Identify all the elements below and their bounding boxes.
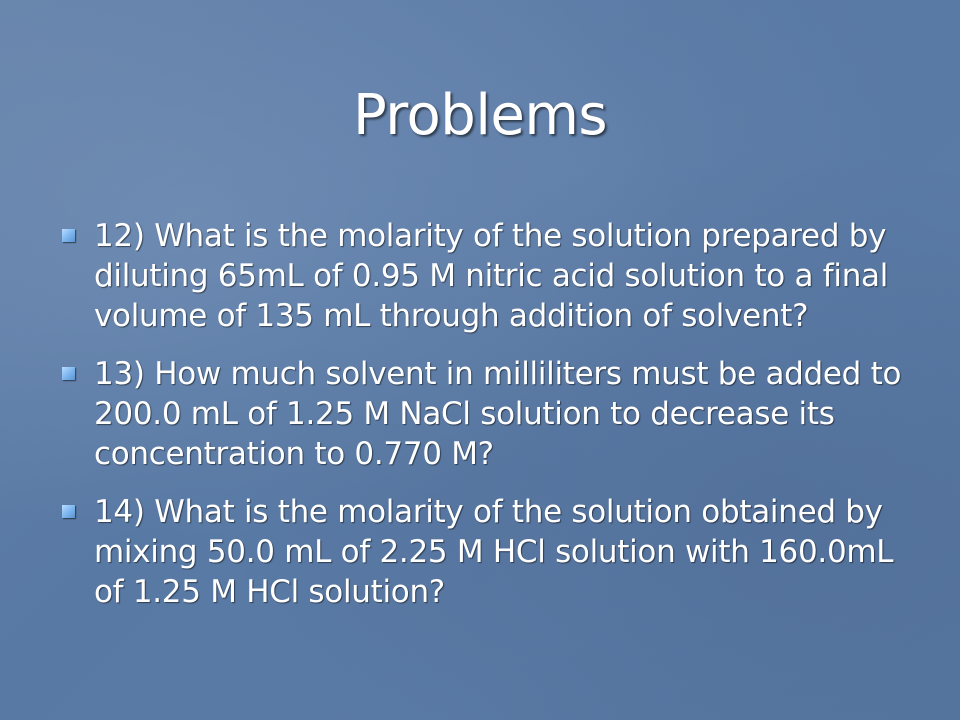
bullet-item-13 xyxy=(60,354,910,474)
square-bullet-icon xyxy=(62,367,75,380)
square-bullet-icon xyxy=(62,229,75,242)
bullet-text: 14) What is the molarity of the solution obtained by mixing 50.0 mL of 2.25 M HCl solution with 160.0mL of 1.25 M HCl solution? xyxy=(94,494,894,610)
square-bullet-icon xyxy=(62,505,75,518)
bullet-item-12 xyxy=(60,216,910,336)
bullet-text: 13) How much solvent in milliliters must be added to 200.0 mL of 1.25 M NaCl solution to decrease its concentration to 0.770 M? xyxy=(94,356,902,472)
bullet-list xyxy=(60,216,910,630)
bullet-text: 12) What is the molarity of the solution prepared by diluting 65mL of 0.95 M nitric acid solution to a final volume of 135 mL through addition of solvent? xyxy=(94,218,889,334)
bullet-item-14 xyxy=(60,492,910,612)
slide-title: Problems xyxy=(352,83,608,148)
